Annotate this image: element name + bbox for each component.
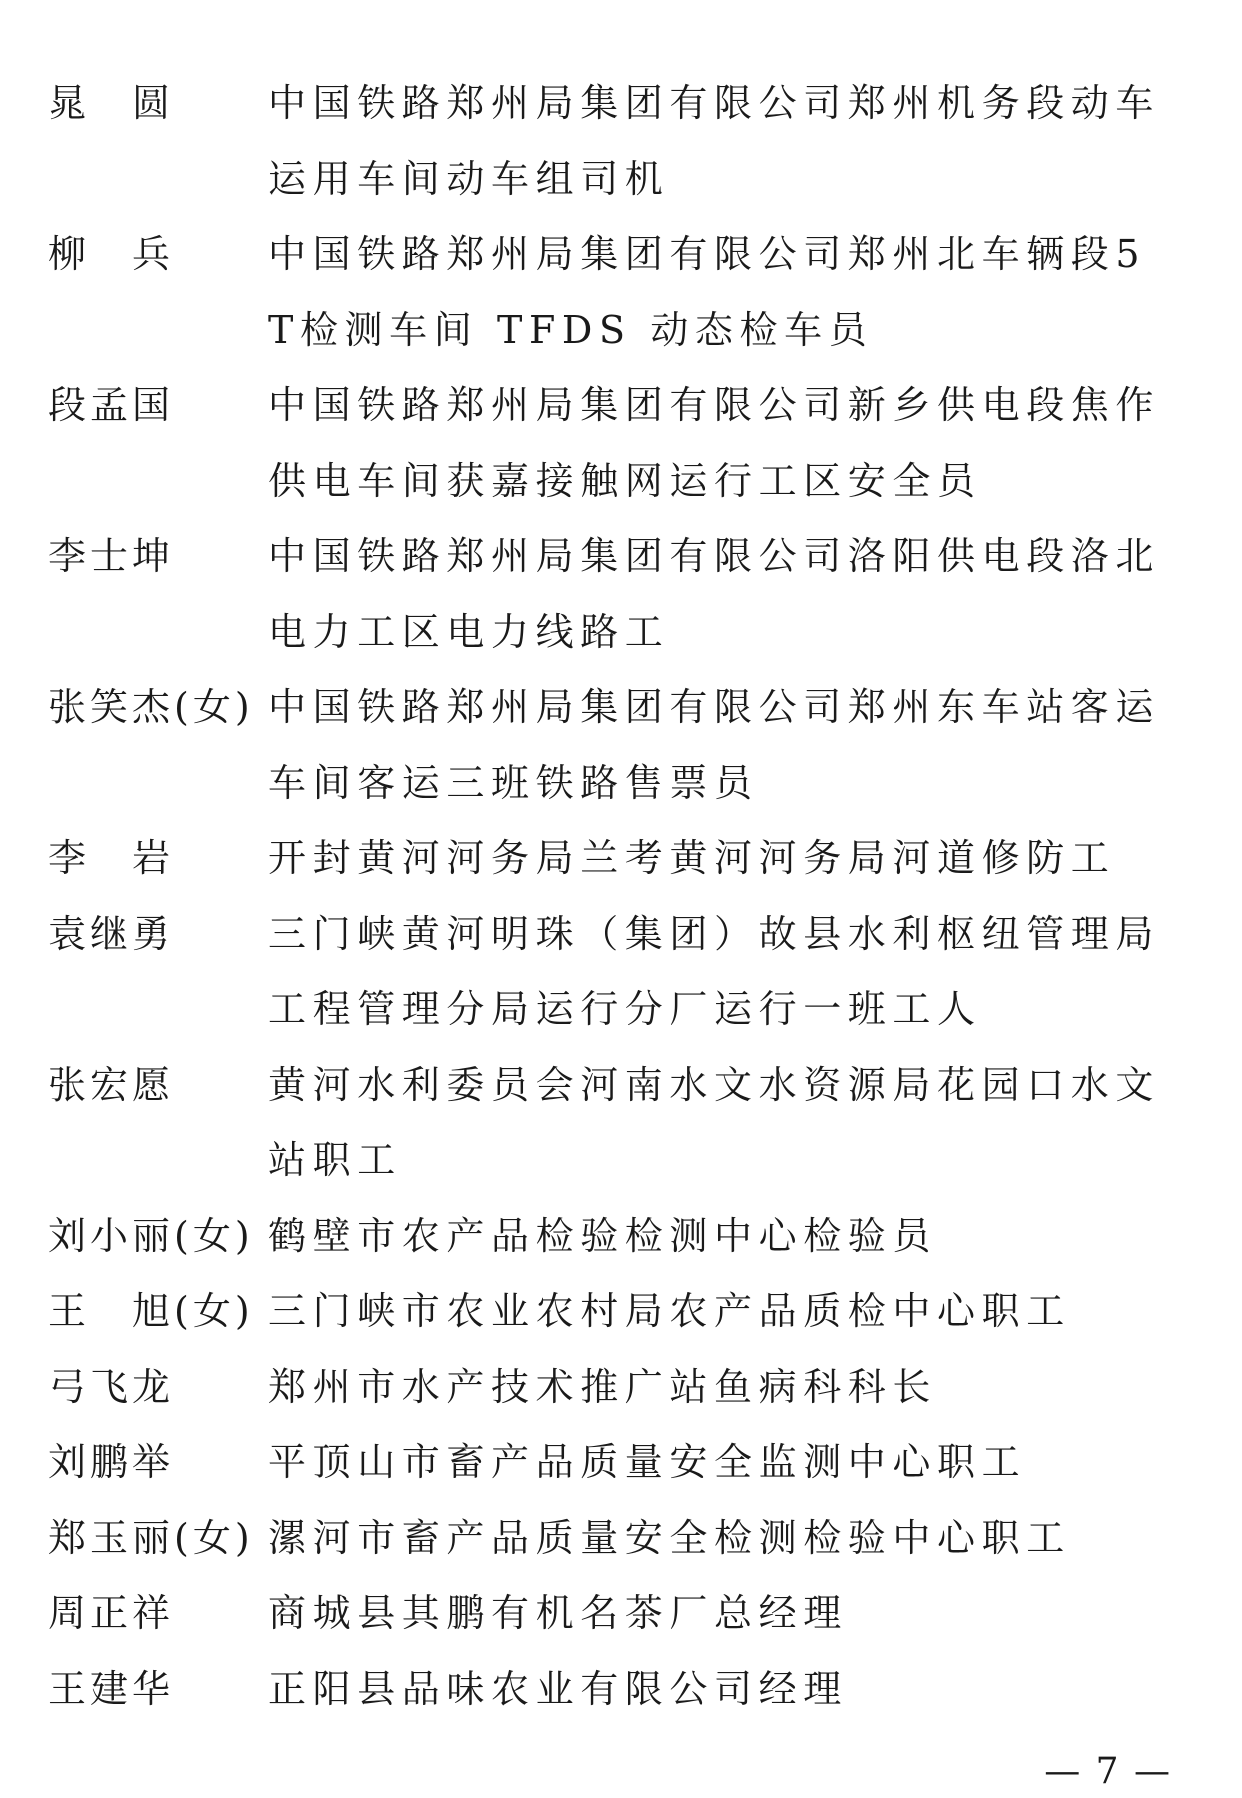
list-item xyxy=(48,1501,1173,1577)
list-item xyxy=(48,368,1173,519)
honoree-name: 郑玉丽(女) xyxy=(48,1515,254,1560)
honoree-organization: 中国铁路郑州局集团有限公司郑州机务段动车运用车间动车组司机 xyxy=(268,81,1161,201)
honoree-organization: 平顶山市畜产品质量安全监测中心职工 xyxy=(268,1440,1027,1484)
honoree-name: 张笑杰(女) xyxy=(48,685,254,729)
list-item xyxy=(48,1425,1173,1501)
honoree-name: 李士坤 xyxy=(48,534,175,578)
list-item xyxy=(48,1274,1173,1350)
list-item xyxy=(48,217,1173,368)
honoree-organization: 鹤壁市农产品检验检测中心检验员 xyxy=(268,1213,938,1258)
honoree-name: 柳 兵 xyxy=(48,232,175,276)
honoree-organization: 郑州市水产技术推广站鱼病科科长 xyxy=(268,1364,938,1409)
honoree-organization: 中国铁路郑州局集团有限公司新乡供电段焦作供电车间获嘉接触网运行工区安全员 xyxy=(268,383,1161,503)
honoree-organization: 漯河市畜产品质量安全检测检验中心职工 xyxy=(268,1515,1071,1560)
list-item xyxy=(48,1199,1173,1275)
list-item xyxy=(48,821,1173,897)
honoree-name: 刘小丽(女) xyxy=(48,1213,254,1258)
honoree-name: 刘鹏举 xyxy=(48,1440,175,1484)
honoree-organization: 黄河水利委员会河南水文水资源局花园口水文站职工 xyxy=(268,1062,1161,1182)
honoree-organization: 开封黄河河务局兰考黄河河务局河道修防工 xyxy=(268,836,1116,880)
list-item xyxy=(48,1350,1173,1426)
honoree-name: 弓飞龙 xyxy=(48,1364,175,1409)
page-number: — 7 — xyxy=(1044,1751,1172,1792)
honoree-name: 王建华 xyxy=(48,1666,175,1711)
honoree-organization: 商城县其鹏有机名茶厂总经理 xyxy=(268,1591,848,1635)
honoree-organization: 中国铁路郑州局集团有限公司洛阳供电段洛北电力工区电力线路工 xyxy=(268,534,1161,654)
list-item xyxy=(48,1576,1173,1652)
honoree-list xyxy=(48,66,1173,1727)
honoree-organization: 中国铁路郑州局集团有限公司郑州北车辆段5T检测车间 TFDS 动态检车员 xyxy=(268,232,1147,352)
honoree-name: 晁 圆 xyxy=(48,81,175,125)
list-item xyxy=(48,897,1173,1048)
list-item xyxy=(48,1652,1173,1728)
honoree-name: 王 旭(女) xyxy=(48,1289,254,1333)
honoree-name: 张宏愿 xyxy=(48,1062,175,1107)
list-item xyxy=(48,1048,1173,1199)
list-item xyxy=(48,670,1173,821)
honoree-organization: 正阳县品味农业有限公司经理 xyxy=(268,1666,848,1711)
honoree-organization: 三门峡市农业农村局农产品质检中心职工 xyxy=(268,1289,1071,1333)
honoree-organization: 中国铁路郑州局集团有限公司郑州东车站客运车间客运三班铁路售票员 xyxy=(268,685,1161,805)
honoree-organization: 三门峡黄河明珠（集团）故县水利枢纽管理局工程管理分局运行分厂运行一班工人 xyxy=(268,911,1161,1031)
honoree-name: 周正祥 xyxy=(48,1591,175,1635)
honoree-name: 李 岩 xyxy=(48,836,175,880)
honoree-name: 段孟国 xyxy=(48,383,175,427)
list-item xyxy=(48,519,1173,670)
list-item xyxy=(48,66,1173,217)
honoree-name: 袁继勇 xyxy=(48,911,175,956)
